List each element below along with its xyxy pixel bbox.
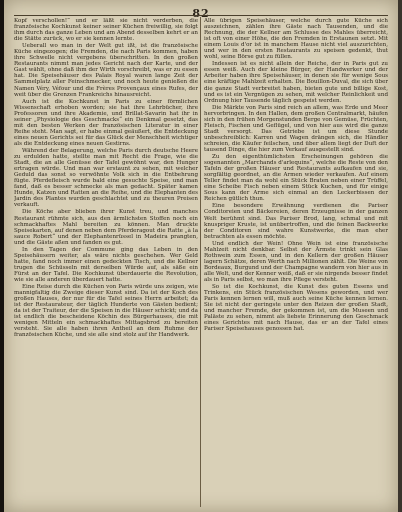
newspaper-page bbox=[4, 0, 398, 512]
paragraph: Während der Belagerung, welche Paris durch deutsche Heere zu erdulden hatte, stellte man mit Recht die Frage, wie die Stadt, die an alle Genüsse der Tafel gewöhnt war, den Hunger ertragen würde. Und man war erstaunt zu sehen, mit welcher Geduld das sonst so verwöhnte Volk sich in die Entbehrung fügte. Pferdefleisch wurde bald eine gesuchte Speise, und man fand, daß es besser schmecke als man gedacht. Später kamen Hunde, Katzen und Ratten an die Reihe, und die Elephanten des Jardin des Plantes wurden geschlachtet und zu theuren Preisen verkauft. bbox=[14, 147, 198, 209]
paragraph: In den Tagen der Commune ging das Leben in den Speisehäusern weiter, als wäre nichts geschehen. Wer Geld hatte, fand noch immer einen gedeckten Tisch, und die Kellner trugen die Schüsseln mit derselben Würde auf, als säße ein Fürst an der Tafel. Die Kochkunst überdauerte die Revolution, wie sie alle anderen überdauert hatte. bbox=[14, 246, 198, 283]
paragraph: Kopf verschollen!“ und er läßt sie nicht verderben, die französische Kochkunst keiner seiner Küchen freiwillig, sie folgt ihm durch das ganze Leben und am Abend desselben kehrt er an die Stätte zurück, wo er sie kennen lernte. bbox=[14, 18, 198, 43]
paragraph: Die Märkte von Paris sind reich an allem, was Erde und Meer hervorbringen. In den Hallen, dem großen Centralmarkt, häufen sich in den frühen Morgenstunden Berge von Gemüse, Früchten, Fleisch, Fischen und Geflügel, und von hier aus wird die ganze Stadt versorgt. Das Getriebe ist um diese Stunde unbeschreiblich: Karren und Wagen drängen sich, die Händler schreien, die Käufer feilschen, und über allem liegt der Duft der tausend Dinge, die hier zum Verkauf ausgestellt sind. bbox=[204, 104, 388, 153]
page-header bbox=[4, 2, 398, 20]
paragraph: Zu den eigenthümlichsten Erscheinungen gehören die sogenannten „Marchands d'arlequins“, welche die Reste von den Tafeln der großen Häuser und Restaurants aufkaufen und sie, sorgfältig geordnet, an die Armen wieder verkaufen. Auf einem Teller findet man da wohl ein Stück Braten neben einer Trüffel, eine Scheibe Fisch neben einem Stück Kuchen, und für einige Sous kann der Arme sich einmal an den Leckerbissen der Reichen gütlich thun. bbox=[204, 154, 388, 203]
paragraph: Auch ist die Kochkunst in Paris zu einer förmlichen Wissenschaft erhoben worden; sie hat ihre Lehrbücher, ihre Professoren und ihre Akademie, und Brillat-Savarin hat ihr in seiner „Physiologie des Geschmacks“ ein Denkmal gesetzt, das mit den besten Werken der französischen Literatur in einer Reihe steht. Man sagt, er habe einmal geäußert, die Entdeckung eines neuen Gerichts sei für das Glück der Menschheit wichtiger als die Entdeckung eines neuen Gestirns. bbox=[14, 98, 198, 147]
paragraph: Alle übrigen Speisehäuser, welche durch gute Küche sich auszeichnen, zählen ihre Gäste nach Tausenden, und die Rechnung, die der Kellner am Schlusse des Mahles überreicht, ist oft von einer Höhe, die den Fremden in Erstaunen setzt. Mit einem Louis d'or ist in manchem Hause nicht viel auszurichten, und wer in den ersten Restaurants zu speisen gedenkt, thut wohl, seine Börse gut zu füllen. bbox=[204, 18, 388, 61]
paragraph: Ueberall wo man in der Welt gut ißt, ist die französische Küche eingezogen; die Fremden, die nach Paris kommen, haben ihre Schwelle nicht vergebens überschritten. In den großen Restaurants nimmt man jedes Gericht nach der Karte, und der Gast wählt, ohne daß ihm der Wirth vorschreibt, was er zu essen hat. Die Speisehäuser des Palais Royal waren lange Zeit der Sammelplatz aller Feinschmecker, und noch heute genießen die Namen Véry, Véfour und die Frères Provençaux eines Rufes, der weit über die Grenzen Frankreichs hinausreicht. bbox=[14, 43, 198, 98]
header-rule bbox=[14, 15, 388, 16]
page-number: 82 bbox=[192, 7, 210, 20]
paragraph: Indessen ist es nicht allein der Reiche, der in Paris gut zu essen weiß. Auch der kleine Bürger, der Handwerker und der Arbeiter haben ihre Speisehäuser, in denen sie für wenige Sous eine kräftige Mahlzeit erhalten. Die Bouillon-Duval, die sich über die ganze Stadt verbreitet haben, bieten gute und billige Kost, und es ist ein Vergnügen zu sehen, mit welcher Reinlichkeit und Ordnung hier Tausende täglich gespeist werden. bbox=[204, 61, 388, 104]
paragraph: Eine besondere Erwähnung verdienen die Pariser Conditoreien und Bäckereien, deren Erzeugnisse in der ganzen Welt berühmt sind. Das Pariser Brod, lang, schmal und mit knuspriger Kruste, ist unübertroffen, und die feinen Backwerke der Conditoren sind wahre Kunstwerke, die man eher betrachten als essen möchte. bbox=[204, 203, 388, 240]
paragraph: Die Köche aber blieben ihrer Kunst treu, und manches Restaurant rühmte sich, aus den ärmlichsten Stoffen noch ein schmackhaftes Mahl bereiten zu können. Man druckte Speisekarten, auf denen neben dem Pferderagout die Ratte „à la sauce Robert“ und der Elephantenrüssel in Madeira prangten, und die Gäste aßen und fanden es gut. bbox=[14, 209, 198, 246]
page-edge bbox=[398, 0, 402, 512]
column-divider bbox=[200, 17, 201, 507]
paragraph: Eine Reise durch die Küchen von Paris würde uns zeigen, wie mannigfaltig die Zweige dieser Kunst sind. Da ist der Koch des großen Hauses, der nur für die Tafel seines Herrn arbeitet; da ist der Restaurateur, der täglich Hunderte von Gästen bedient; da ist der Traiteur, der die Speisen in die Häuser schickt; und da ist endlich die bescheidene Köchin des Bürgerhauses, die mit wenigen Mitteln ein schmackhaftes Mittagsbrod zu bereiten versteht. Sie alle haben ihren Antheil an dem Ruhme der französischen Küche, und sie alle sind stolz auf ihr Handwerk. bbox=[14, 284, 198, 339]
paragraph: So ist die Kochkunst, die Kunst des guten Essens und Trinkens, ein Stück französischen Wesens geworden, und wer Paris kennen lernen will, muß auch seine Küche kennen lernen. Sie ist nicht der geringste unter den Reizen der großen Stadt, und mancher Fremde, der gekommen ist, um die Museen und Paläste zu sehen, nimmt als liebste Erinnerung den Geschmack eines Gerichtes mit nach Hause, das er an der Tafel eines Pariser Speisehauses genossen hat. bbox=[204, 284, 388, 333]
right-column bbox=[204, 18, 388, 508]
paragraph: Und endlich der Wein! Ohne Wein ist eine französische Mahlzeit nicht denkbar. Selbst der Ärmste trinkt sein Glas Rothwein zum Essen, und in den Kellern der großen Häuser lagern Schätze, deren Werth nach Millionen zählt. Die Weine von Bordeaux, Burgund und der Champagne wandern von hier aus in alle Welt, und der Kenner weiß, daß er sie nirgends besser findet als in Paris selbst, wo man ihre Pflege versteht. bbox=[204, 240, 388, 283]
left-column bbox=[14, 18, 198, 508]
